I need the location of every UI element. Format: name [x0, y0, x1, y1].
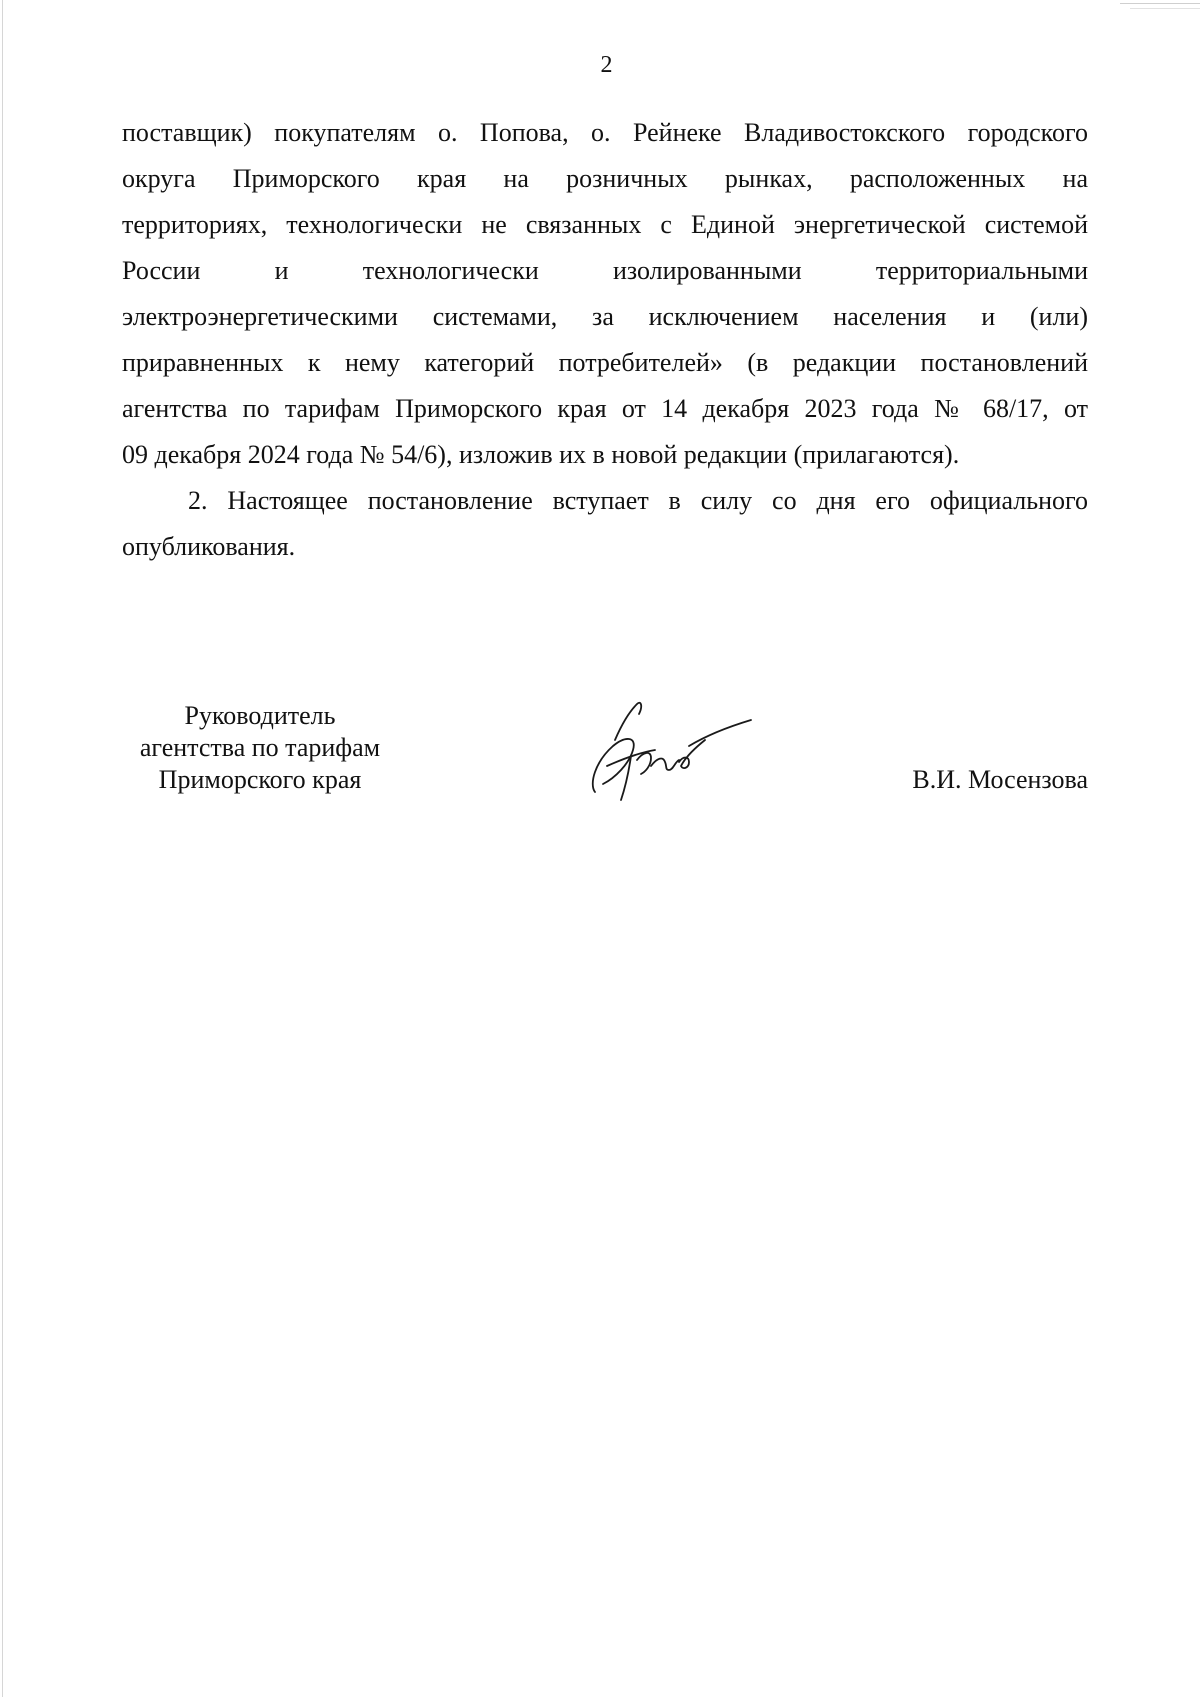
paragraph-2-line: 2. Настоящее постановление вступает в силу со дня его официального: [188, 486, 1088, 515]
position-line: Приморского края: [158, 765, 362, 794]
paragraph-1-line: округа Приморского края на розничных рынках, расположенных на: [122, 164, 1088, 193]
position-line: агентства по тарифам: [139, 733, 381, 762]
signatory-position: [110, 700, 410, 796]
body-text: [122, 110, 1088, 570]
handwritten-signature: [585, 700, 755, 810]
paragraph-1-line: России и технологически изолированными территориальными: [122, 256, 1088, 285]
paragraph-1-last-line: 09 декабря 2024 года № 54/6), изложив их в новой редакции (прилагаются).: [122, 440, 960, 469]
scan-edge-left: [2, 0, 3, 1697]
paragraph-1-line: электроэнергетическими системами, за исключением населения и (или): [122, 302, 1088, 331]
page-number: 2: [600, 52, 613, 78]
signer-name: В.И. Мосензова: [912, 765, 1088, 794]
scan-edge-top: [1120, 3, 1200, 4]
paragraph-1-line: приравненных к нему категорий потребителей» (в редакции постановлений: [122, 348, 1088, 377]
scan-edge-top-secondary: [1130, 8, 1200, 9]
position-line: Руководитель: [184, 701, 336, 730]
paragraph-1-line: поставщик) покупателям о. Попова, о. Рейнеке Владивостокского городского: [122, 118, 1088, 147]
paragraph-1-line: территориях, технологически не связанных с Единой энергетической системой: [122, 210, 1088, 239]
paragraph-1-line: агентства по тарифам Приморского края от 14 декабря 2023 года № 68/17, от: [122, 394, 1088, 423]
paragraph-2-last-line: опубликования.: [122, 532, 296, 561]
